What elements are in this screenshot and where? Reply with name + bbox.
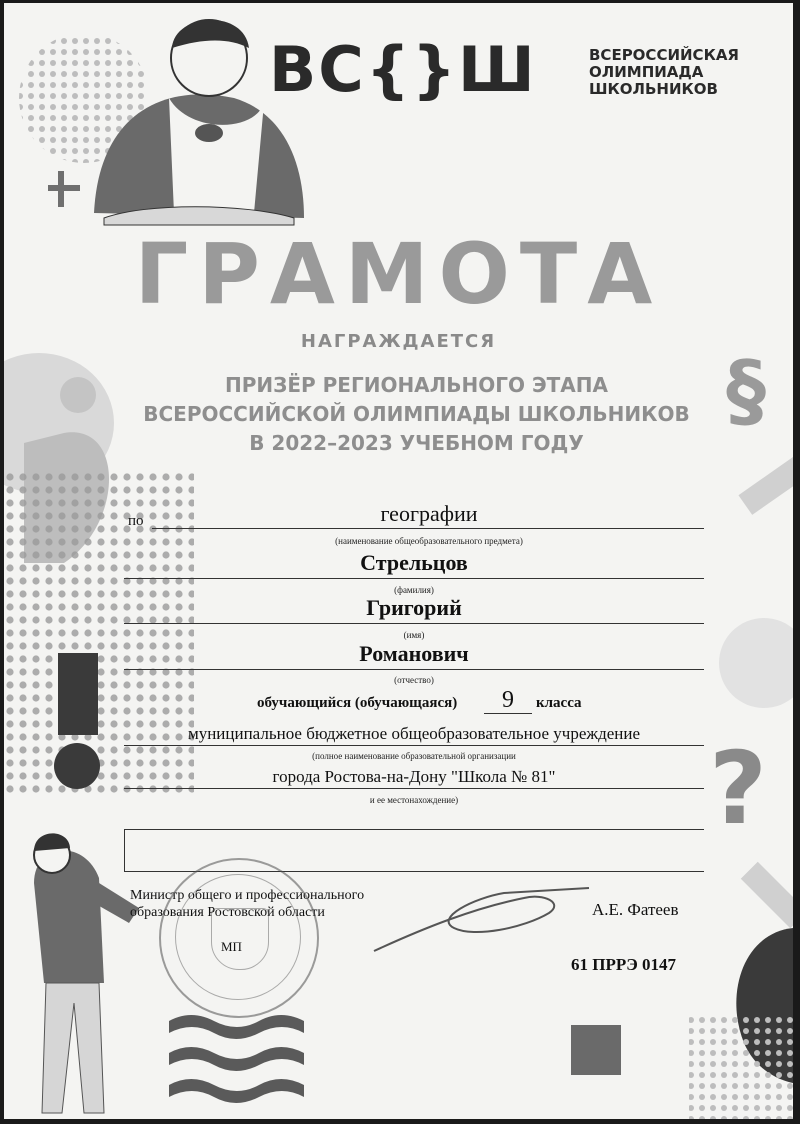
logo-subtitle-line1: ВСЕРОССИЙСКАЯ [589,46,739,64]
exclamation-dot [54,743,100,789]
logo-subtitle-line3: ШКОЛЬНИКОВ [589,80,718,98]
signer-position-line1: Министр общего и профессионального [130,888,365,903]
patronymic-caption: (отчество) [394,675,434,685]
organization-city-value: города Ростова-на-Дону "Школа № 81" [272,767,556,786]
diagonal-bar [738,455,793,515]
subject-line [152,528,704,529]
organization-caption: (полное наименование образовательной организации [312,751,516,761]
grade-label: класса [536,695,582,711]
grey-circle [60,377,96,413]
po-label: по [128,513,144,529]
awarded-label: НАГРАЖДАЕТСЯ [300,331,497,352]
blank-box-edge [124,829,125,871]
surname-value: Стрельцов [360,550,468,575]
diagonal-bar-lower [741,862,793,928]
official-seal [159,858,319,1018]
signature-scribble [374,888,589,951]
exclamation-icon [58,653,98,735]
signer-name: А.Е. Фатеев [592,900,679,919]
olympiad-logo-mark: ВС{}Ш [269,33,537,106]
surname-line [124,578,704,579]
plus-icon [58,171,64,207]
grade-line [484,713,532,714]
prize-line3: В 2022–2023 УЧЕБНОМ ГОДУ [249,431,584,455]
certificate-page [4,3,793,1119]
organization-line [124,745,704,746]
prize-description [104,371,729,458]
blank-line-1 [124,829,704,830]
section-sign-icon: § [726,344,766,437]
wave-stripes [169,1015,304,1103]
certificate-title: ГРАМОТА [134,225,663,323]
prize-line2: ВСЕРОССИЙСКОЙ ОЛИМПИАДЫ ШКОЛЬНИКОВ [143,402,690,426]
subject-value: географии [380,501,478,526]
grey-square [571,1025,621,1075]
first-name-caption: (имя) [403,630,425,640]
grade-value: 9 [502,687,514,713]
standing-person-illustration [34,833,139,1113]
patronymic-value: Романович [359,641,469,666]
student-label: обучающийся (обучающаяся) [257,695,458,711]
question-mark-icon: ? [709,730,768,847]
light-circle-right [719,618,793,708]
dotted-pattern-right [689,1013,793,1119]
organization-value: муниципальное бюджетное общеобразовательное учреждение [187,724,641,743]
patronymic-line [124,669,704,670]
logo-subtitle-line2: ОЛИМПИАДА [589,63,704,81]
organization-city-line [124,788,704,789]
location-caption: и ее местонахождение) [369,795,459,805]
first-name-line [124,623,704,624]
prize-line1: ПРИЗЁР РЕГИОНАЛЬНОГО ЭТАПА [225,373,608,397]
surname-caption: (фамилия) [394,585,434,595]
seal-label: МП [221,939,242,954]
serial-number: 61 ПРРЭ 0147 [571,955,677,974]
olympiad-logo-subtitle [589,47,739,98]
signer-position-line2: образования Ростовской области [130,905,325,920]
subject-caption: (наименование общеобразовательного предмета) [335,536,523,546]
first-name-value: Григорий [366,595,462,620]
